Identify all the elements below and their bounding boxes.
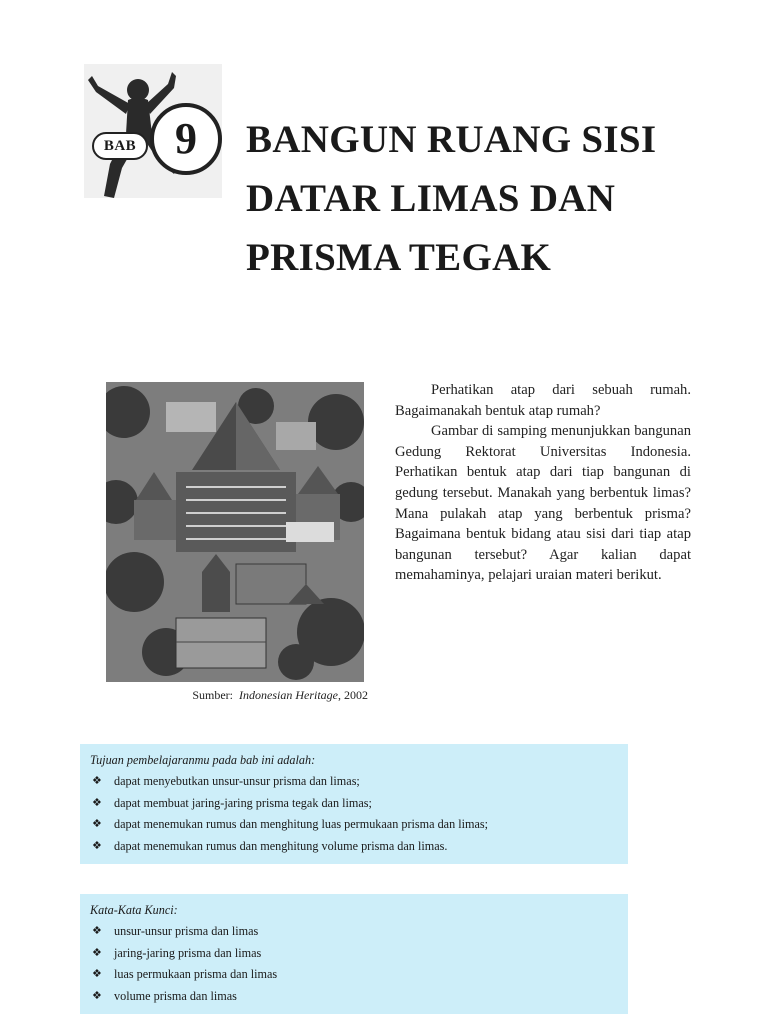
- diamond-bullet-icon: ❖: [92, 795, 102, 809]
- diamond-bullet-icon: ❖: [92, 945, 102, 959]
- bab-label: BAB: [92, 132, 148, 160]
- learning-objectives-box: [80, 744, 628, 864]
- list-item: [90, 923, 618, 939]
- list-item-text: dapat menemukan rumus dan menghitung luas permukaan prisma dan limas;: [114, 817, 488, 831]
- list-item-text: volume prisma dan limas: [114, 988, 237, 1003]
- intro-paragraph: Perhatikan atap dari sebuah rumah. Bagaimanakah bentuk atap rumah?: [395, 382, 691, 419]
- intro-text: [395, 380, 691, 586]
- chapter-title-line: DATAR LIMAS DAN: [246, 177, 616, 220]
- keywords-box: [80, 894, 628, 1014]
- list-item-text: jaring-jaring prisma dan limas: [114, 945, 262, 960]
- list-item-text: dapat menemukan rumus dan menghitung volume prisma dan limas.: [114, 838, 448, 853]
- list-item: [90, 816, 618, 832]
- list-item: [90, 838, 618, 854]
- chapter-title-line: BANGUN RUANG SISI: [246, 118, 657, 161]
- keywords-list: [90, 923, 618, 1004]
- photo-caption: [106, 688, 368, 703]
- diamond-bullet-icon: ❖: [92, 924, 102, 937]
- chapter-title-line: PRISMA TEGAK: [246, 236, 552, 279]
- list-item: [90, 795, 618, 811]
- chapter-number: 9: [150, 103, 222, 175]
- diamond-bullet-icon: ❖: [92, 774, 102, 787]
- diamond-bullet-icon: ❖: [92, 967, 102, 980]
- intro-paragraph: Gambar di samping menunjukkan bangunan Gedung Rektorat Universitas Indonesia. Perhatikan bentuk atap dari tiap bangunan di gedung tersebut. Manakah yang berbentuk limas? Mana pulakah atap yang berbentuk prisma? Bagaimana bentuk bidang atau sisi dari tiap atap bangunan tersebut? Agar kalian dapat memahaminya, pelajari uraian materi berikut.: [395, 423, 691, 584]
- rektorat-ui-photo: [106, 382, 364, 682]
- diamond-bullet-icon: ❖: [92, 988, 102, 1002]
- objectives-heading: Tujuan pembelajaranmu pada bab ini adalah:: [90, 753, 316, 767]
- list-item-text: dapat membuat jaring-jaring prisma tegak dan limas;: [114, 795, 372, 810]
- chapter-title: [246, 110, 716, 287]
- list-item: [90, 773, 618, 789]
- source-prefix: Sumber:: [192, 688, 234, 702]
- list-item-text: unsur-unsur prisma dan limas: [114, 924, 259, 938]
- list-item-text: dapat menyebutkan unsur-unsur prisma dan limas;: [114, 774, 360, 788]
- keywords-heading: Kata-Kata Kunci:: [90, 903, 178, 917]
- diamond-bullet-icon: ❖: [92, 817, 102, 830]
- list-item: [90, 988, 618, 1004]
- list-item: [90, 966, 618, 982]
- diamond-bullet-icon: ❖: [92, 838, 102, 852]
- source-title: Indonesian Heritage: [239, 688, 338, 702]
- list-item-text: luas permukaan prisma dan limas: [114, 967, 278, 981]
- source-year: , 2002: [338, 688, 368, 702]
- list-item: [90, 945, 618, 961]
- objectives-list: [90, 773, 618, 854]
